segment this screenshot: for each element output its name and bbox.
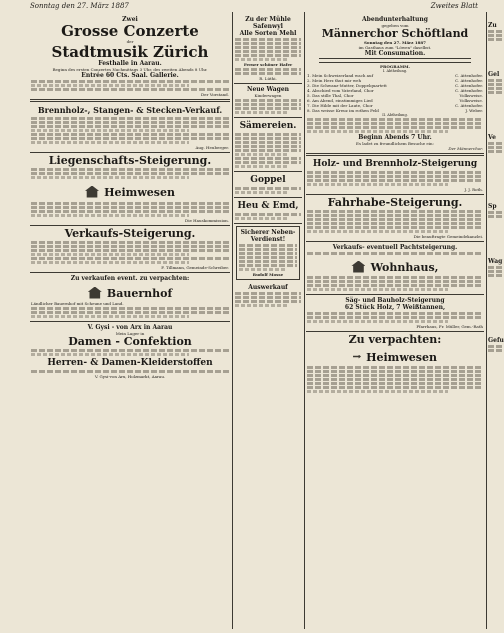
- concert-orchestra: Stadtmusik Zürich: [51, 43, 209, 61]
- program-item-composer: Volksweise.: [459, 98, 483, 103]
- fashion-sub: Mein Lager in: [115, 331, 145, 336]
- snippet: Sp: [488, 203, 497, 210]
- program-item-composer: C. Attenhofer.: [454, 88, 483, 93]
- farm-lease-ad: [30, 273, 230, 322]
- concert-times: Beginn des ersten Conzertes Nachmittags 3 Uhr, des zweiten Abends 8 Uhr.: [52, 67, 208, 72]
- program-item-title: 5. Das stille Thal, Chor: [307, 93, 354, 98]
- house-title: Wohnhaus,: [370, 261, 439, 274]
- farmhouse-icon: [88, 287, 102, 299]
- issue-date: Sonntag den 27. März 1887: [30, 2, 129, 10]
- evening-choir: Männerchor Schöftland: [321, 27, 469, 40]
- evening-signature: Der Männerchor.: [448, 146, 483, 151]
- program-item-title: 8. Das weisse Kreuz im rothen Feld: [307, 108, 379, 113]
- program-item-composer: Volksweise.: [459, 93, 483, 98]
- mill-signature: R. Lüthi.: [259, 76, 277, 81]
- evening-consumation: Mit Consumation.: [364, 50, 426, 57]
- house-icon: [351, 261, 365, 273]
- seeds-ad: [234, 118, 302, 172]
- program-item-composer: C. Attenhofer.: [454, 103, 483, 108]
- program-item-composer: C. Attenhofer.: [454, 78, 483, 83]
- evening-begin: Beginn Abends 7 Uhr.: [358, 134, 432, 141]
- farm-title: Bauernhof: [106, 287, 173, 300]
- concert-signature: Der Vorstand.: [200, 92, 229, 97]
- evening-venue: im Gasthaus zum "Löwen" daselbst.: [358, 45, 432, 50]
- wagon-ad: [234, 84, 302, 118]
- wood-sale-signature: Aug. Heuberger.: [195, 145, 229, 150]
- movables-auction-ad: [306, 195, 484, 242]
- fashion-owner: V. Gysi - von Arx in Aarau: [87, 324, 173, 331]
- program-part-1: I. Abtheilung.: [382, 69, 408, 73]
- sale-auction-signature: F. Tillmann, Gemeinde-Schreiber.: [161, 265, 229, 270]
- wood-sale-ad: [30, 102, 230, 153]
- goppel-title: Goppel: [250, 175, 286, 185]
- program-title: PROGRAMM.: [380, 64, 410, 69]
- property-auction-title: Liegenschafts-Steigerung.: [48, 154, 212, 167]
- program-item-title: 4. Abschied vom Vaterland, Chor: [307, 88, 374, 93]
- concert-entry: Entrée 60 Cts. Saal. Gallerie.: [81, 72, 179, 79]
- timber-auction-ad: [306, 295, 484, 332]
- side-income-title: Sicherer Neben-Verdienst!: [240, 229, 296, 243]
- snippet: Wag: [488, 258, 503, 265]
- lease-homestead-ad: [306, 332, 484, 396]
- evening-by: gegeben vom: [381, 23, 409, 28]
- timber-count: 62 Stück Holz, 7 Weißtannen,: [344, 304, 446, 311]
- hafer-note: Ferner schöner Hafer: [243, 62, 293, 67]
- pointing-hand-icon: [353, 355, 361, 359]
- evening-date: Sonntag den 27. März 1887: [364, 40, 426, 45]
- house-lease-ad: [306, 242, 484, 295]
- evening-ad: [306, 14, 484, 156]
- homestead-signature: Die Hauskommission.: [185, 218, 229, 223]
- program-item-title: 2. Mein Herz thut mir weh: [307, 78, 362, 83]
- snippet: Ve: [488, 134, 496, 141]
- program-item-composer: C. Attenhofer.: [454, 73, 483, 78]
- hay-title: Heu & Emd,: [237, 201, 299, 211]
- column-rule: [232, 12, 233, 629]
- program-part-2: II. Abtheilung.: [382, 113, 408, 117]
- side-income-ad: [236, 226, 300, 280]
- snippet: Gel: [488, 71, 500, 78]
- fashion-ad: [30, 322, 230, 381]
- fashion-title: Damen - Confektion: [68, 335, 192, 348]
- lease-homestead-name: Heimwesen: [366, 351, 437, 364]
- column-2: [234, 14, 302, 629]
- house-icon: [85, 186, 99, 198]
- program-item-title: 3. Die Schwanz-Mutter, Doppelquartett: [307, 83, 387, 88]
- clearance-title: Auswerkauf: [248, 284, 288, 291]
- wood-auction-ad: [306, 156, 484, 195]
- page-header: [30, 2, 478, 10]
- lease-homestead-title: Zu verpachten:: [348, 333, 442, 346]
- evening-invite: Es ladet zu freundlichem Besuche ein:: [356, 141, 434, 146]
- mill-subtitle: Alle Sorten Mehl: [239, 30, 297, 37]
- sale-auction-title: Verkaufs-Steigerung.: [64, 227, 196, 240]
- sale-auction-ad: [30, 226, 230, 273]
- farm-lease-title: Zu verkaufen event. zu verpachten:: [70, 275, 190, 282]
- column-rule: [304, 12, 305, 629]
- goppel-ad: [234, 172, 302, 198]
- evening-title: Abendunterhaltung: [362, 16, 428, 23]
- movables-auction-signature: Die beauftragte Gemeindekanzlei.: [413, 234, 483, 239]
- property-auction-ad: [30, 153, 230, 226]
- section-label: Zweites Blatt: [430, 2, 478, 10]
- homestead-title: Heimwesen: [104, 186, 175, 199]
- timber-auction-title: Säg- und Bauholz-Steigerung: [345, 297, 445, 304]
- timber-signature: Pfarrhaus, Fr. Müller, Gem.-Rath: [416, 324, 483, 329]
- program-item-composer: C. Attenhofer.: [454, 83, 483, 88]
- concert-venue: Festhalle in Aarau.: [98, 60, 162, 67]
- column-3: [306, 14, 484, 629]
- program-list: [307, 73, 483, 113]
- movables-auction-title: Fahrhabe-Steigerung.: [327, 196, 463, 209]
- wood-auction-signature: J. J. Roth.: [464, 187, 483, 192]
- column-1: [30, 14, 230, 629]
- wagon-title: Neue Wagen: [246, 86, 290, 93]
- clearance-ad: [234, 282, 302, 310]
- house-lease-title: Verkaufs- eventuell Pachtsteigerung.: [332, 244, 458, 251]
- concert-by: der: [126, 39, 134, 44]
- program-item-title: 7. Die Hilde mit der Laute, Chor: [307, 103, 373, 108]
- program-item-title: 1. Mein Schweizerland wach auf: [307, 73, 374, 78]
- hay-ad: [234, 198, 302, 224]
- seeds-title: Sämereien.: [239, 121, 297, 131]
- snippet: Zu: [488, 22, 497, 29]
- concert-ad: [30, 14, 230, 102]
- column-rule: [486, 12, 487, 629]
- fashion-title-2: Herren- & Damen-Kleiderstoffen: [47, 358, 213, 368]
- side-income-signature: Rudolf Mosse: [252, 272, 284, 277]
- column-4-cutoff: [488, 14, 504, 629]
- fashion-signature: V. Gysi-von Arx, Holzmarkt, Aarau.: [94, 374, 166, 379]
- mill-name: Zu der Mühle Safenwyl: [245, 16, 291, 30]
- mill-ad: [234, 14, 302, 84]
- program-item-composer: J. Weber.: [465, 108, 483, 113]
- concert-kicker: Zwei: [122, 16, 138, 23]
- farm-note: Ländlicher Bauernhof mit Scheune und Land.: [31, 301, 124, 306]
- snippet: Gefu: [488, 337, 504, 344]
- wood-auction-title: Holz- und Brennholz-Steigerung: [312, 159, 478, 169]
- program-item-title: 6. Am Abend, einstimmiges Lied: [307, 98, 373, 103]
- wood-sale-title: Brennholz-, Stangen- & Stecken-Verkauf.: [37, 105, 223, 115]
- concert-title: Grosse Conzerte: [61, 22, 199, 40]
- wagon-children: Kinderwagen: [254, 93, 282, 98]
